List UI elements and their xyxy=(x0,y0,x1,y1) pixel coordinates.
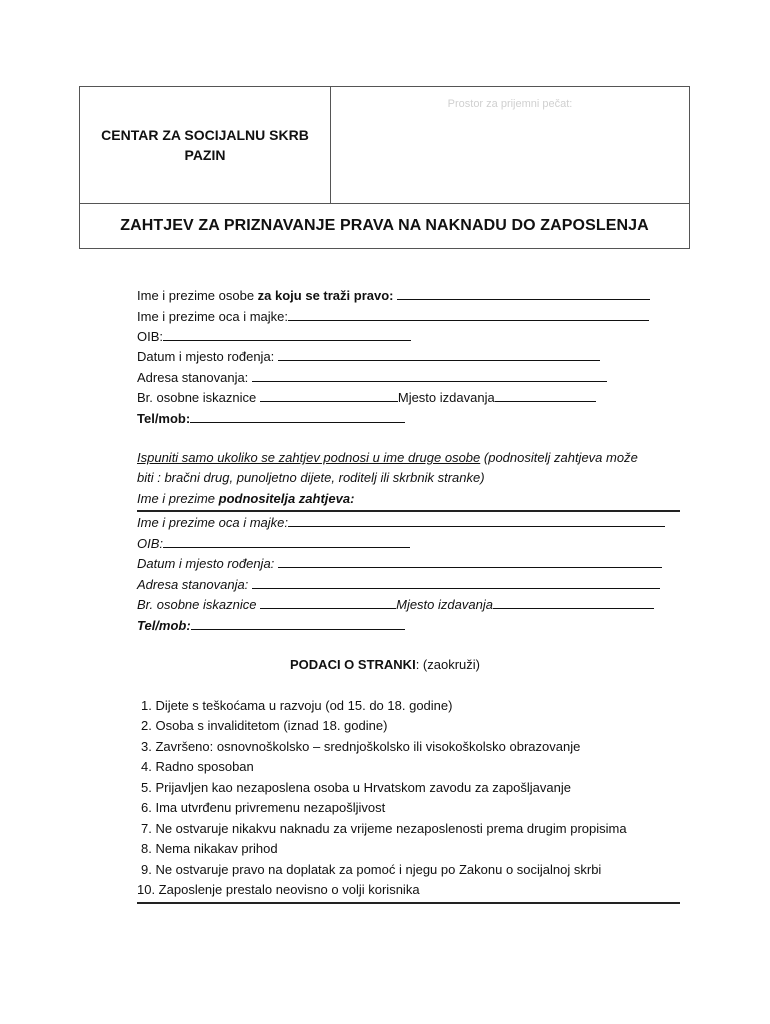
representative-note-line2: biti : bračni drug, punoljetno dijete, roditelj ili skrbnik stranke) xyxy=(137,470,485,485)
id-card-line: Br. osobne iskaznice Mjesto izdavanja xyxy=(137,388,596,407)
applicant-parents-line: Ime i prezime oca i majke: xyxy=(137,513,665,532)
applicant-birth-field[interactable] xyxy=(278,554,662,568)
phone-field[interactable] xyxy=(190,409,405,423)
list-item[interactable]: 9. Ne ostvaruje pravo na doplatak za pomoć i njegu po Zakonu o socijalnoj skrbi xyxy=(141,862,602,877)
id-card-field[interactable] xyxy=(260,388,398,402)
applicant-id-card-field[interactable] xyxy=(260,595,396,609)
organization-cell xyxy=(80,87,331,203)
address-field[interactable] xyxy=(252,368,607,382)
oib-line: OIB: xyxy=(137,327,411,346)
birth-field[interactable] xyxy=(278,347,600,361)
birth-line: Datum i mjesto rođenja: xyxy=(137,347,600,366)
applicant-oib-line: OIB: xyxy=(137,534,410,553)
parents-name-field[interactable] xyxy=(288,307,649,321)
list-item[interactable]: 2. Osoba s invaliditetom (iznad 18. godine) xyxy=(141,718,388,733)
oib-field[interactable] xyxy=(163,327,411,341)
list-item[interactable]: 7. Ne ostvaruje nikakvu naknadu za vrijeme nezaposlenosti prema drugim propisima xyxy=(141,821,627,836)
applicant-issue-place-field[interactable] xyxy=(493,595,654,609)
form-title: ZAHTJEV ZA PRIZNAVANJE PRAVA NA NAKNADU DO ZAPOSLENJA xyxy=(80,203,689,248)
applicant-phone-field[interactable] xyxy=(191,616,405,630)
issue-place-field[interactable] xyxy=(495,388,596,402)
stamp-area xyxy=(331,87,689,203)
phone-line: Tel/mob: xyxy=(137,409,405,428)
bottom-rule xyxy=(137,902,680,904)
organization-city: PAZIN xyxy=(184,147,226,163)
list-item[interactable]: 10. Zaposlenje prestalo neovisno o volji korisnika xyxy=(137,882,420,897)
applicant-parents-field[interactable] xyxy=(288,513,665,527)
representative-note: Ispuniti samo ukoliko se zahtjev podnosi u ime druge osobe (podnositelj zahtjeva može xyxy=(137,450,638,465)
applicant-address-line: Adresa stanovanja: xyxy=(137,575,660,594)
applicant-name-rule[interactable] xyxy=(137,510,680,512)
list-item[interactable]: 1. Dijete s teškoćama u razvoju (od 15. do 18. godine) xyxy=(141,698,453,713)
list-item[interactable]: 4. Radno sposoban xyxy=(141,759,254,774)
header-table xyxy=(79,86,690,249)
organization-name: CENTAR ZA SOCIJALNU SKRB xyxy=(101,127,309,143)
stamp-label: Prostor za prijemni pečat: xyxy=(447,98,573,110)
list-item[interactable]: 8. Nema nikakav prihod xyxy=(141,841,278,856)
applicant-name-line: Ime i prezime podnositelja zahtjeva: xyxy=(137,491,355,506)
list-item[interactable]: 6. Ima utvrđenu privremenu nezapošljivost xyxy=(141,800,386,815)
address-line: Adresa stanovanja: xyxy=(137,368,607,387)
client-data-heading: PODACI O STRANKI: (zaokruži) xyxy=(290,657,480,672)
person-name-line: Ime i prezime osobe za koju se traži pravo: xyxy=(137,286,650,305)
applicant-oib-field[interactable] xyxy=(163,534,410,548)
list-item[interactable]: 5. Prijavljen kao nezaposlena osoba u Hrvatskom zavodu za zapošljavanje xyxy=(141,780,571,795)
applicant-address-field[interactable] xyxy=(252,575,660,589)
applicant-id-card-line: Br. osobne iskaznice Mjesto izdavanja xyxy=(137,595,654,614)
parents-name-line: Ime i prezime oca i majke: xyxy=(137,307,649,326)
applicant-birth-line: Datum i mjesto rođenja: xyxy=(137,554,662,573)
applicant-phone-line: Tel/mob: xyxy=(137,616,405,635)
list-item[interactable]: 3. Završeno: osnovnoškolsko – srednjoškolsko ili visokoškolsko obrazovanje xyxy=(141,739,581,754)
person-name-field[interactable] xyxy=(397,286,650,300)
